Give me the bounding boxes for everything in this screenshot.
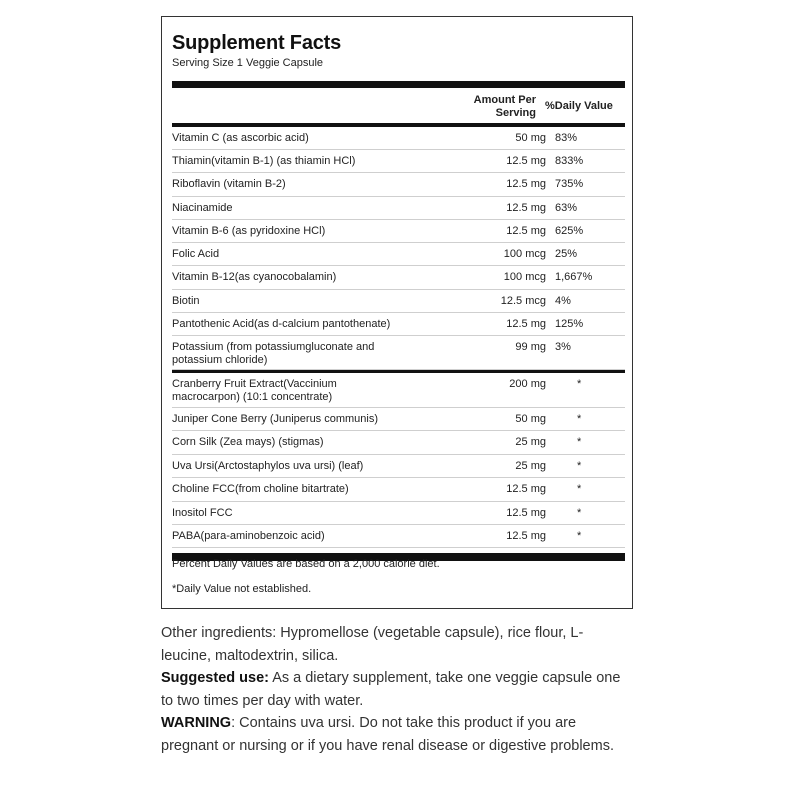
serving-size: Serving Size 1 Veggie Capsule bbox=[172, 57, 324, 69]
nutrient-amount: 100 mcg bbox=[503, 248, 546, 260]
warning-text: : Contains uva ursi. Do not take this product if you are pregnant or nursing or if you have renal disease or digestive problems. bbox=[161, 715, 614, 754]
nutrient-amount: 12.5 mg bbox=[506, 155, 546, 167]
nutrient-daily-value: * bbox=[577, 436, 582, 448]
product-details bbox=[161, 622, 631, 757]
nutrient-amount: 200 mg bbox=[509, 378, 546, 390]
suggested-use bbox=[161, 667, 631, 712]
footnote-not-established: *Daily Value not established. bbox=[172, 583, 312, 595]
nutrient-name: Vitamin B-12(as cyanocobalamin) bbox=[172, 271, 337, 283]
table-row bbox=[172, 408, 625, 431]
nutrient-name: Niacinamide bbox=[172, 202, 233, 214]
table-row bbox=[172, 336, 625, 370]
nutrient-name: Folic Acid bbox=[172, 248, 220, 260]
table-row bbox=[172, 127, 625, 150]
nutrient-amount: 12.5 mg bbox=[506, 507, 546, 519]
nutrient-name: Vitamin B-6 (as pyridoxine HCl) bbox=[172, 225, 326, 237]
nutrient-name: Uva Ursi(Arctostaphylos uva ursi) (leaf) bbox=[172, 460, 364, 472]
nutrient-daily-value: * bbox=[577, 483, 582, 495]
warning bbox=[161, 712, 631, 757]
header-daily-value: %Daily Value bbox=[545, 100, 613, 112]
nutrient-name: Inositol FCC bbox=[172, 507, 233, 519]
nutrient-daily-value: 625% bbox=[555, 225, 584, 237]
table-row bbox=[172, 455, 625, 478]
facts-title: Supplement Facts bbox=[172, 32, 342, 54]
table-row bbox=[172, 173, 625, 197]
nutrient-daily-value: 833% bbox=[555, 155, 584, 167]
nutrient-daily-value: 25% bbox=[555, 248, 578, 260]
nutrient-amount: 50 mg bbox=[515, 413, 546, 425]
nutrient-daily-value: 63% bbox=[555, 202, 578, 214]
nutrient-name: Pantothenic Acid(as d-calcium pantothenate) bbox=[172, 318, 391, 330]
nutrient-name: Riboflavin (vitamin B-2) bbox=[172, 178, 286, 190]
supplement-facts-panel bbox=[161, 16, 633, 609]
nutrient-amount: 12.5 mg bbox=[506, 318, 546, 330]
header-amount-per-serving: Amount Per Serving bbox=[473, 94, 536, 119]
table-row bbox=[172, 290, 625, 313]
table-row bbox=[172, 197, 625, 220]
table-row bbox=[172, 478, 625, 502]
suggested-use-text: As a dietary supplement, take one veggie capsule one to two times per day with water. bbox=[161, 670, 621, 709]
nutrient-daily-value: * bbox=[577, 413, 582, 425]
nutrient-daily-value: * bbox=[577, 507, 582, 519]
nutrient-amount: 25 mg bbox=[515, 460, 546, 472]
table-row bbox=[172, 525, 625, 548]
nutrient-name: Corn Silk (Zea mays) (stigmas) bbox=[172, 436, 324, 448]
nutrient-amount: 12.5 mg bbox=[506, 225, 546, 237]
table-row bbox=[172, 150, 625, 173]
nutrient-daily-value: 1,667% bbox=[555, 271, 593, 283]
suggested-use-label: Suggested use: bbox=[161, 670, 269, 686]
nutrient-amount: 12.5 mg bbox=[506, 202, 546, 214]
nutrient-name: Biotin bbox=[172, 295, 200, 307]
nutrient-daily-value: * bbox=[577, 460, 582, 472]
nutrient-daily-value: * bbox=[577, 378, 582, 390]
nutrient-name: PABA(para-aminobenzoic acid) bbox=[172, 530, 325, 542]
table-row bbox=[172, 266, 625, 290]
table-row bbox=[172, 502, 625, 525]
nutrient-daily-value: 4% bbox=[555, 295, 571, 307]
other-ingredients: Other ingredients: Hypromellose (vegetable capsule), rice flour, L-leucine, maltodextrin, silica. bbox=[161, 625, 584, 664]
nutrient-daily-value: 83% bbox=[555, 132, 578, 144]
nutrient-amount: 100 mcg bbox=[503, 271, 546, 283]
warning-label: WARNING bbox=[161, 715, 232, 731]
nutrient-daily-value: * bbox=[577, 530, 582, 542]
nutrient-amount: 99 mg bbox=[515, 341, 546, 353]
top-divider-bar bbox=[172, 81, 625, 88]
nutrient-name: Cranberry Fruit Extract(Vaccinium macrocarpon) (10:1 concentrate) bbox=[172, 378, 337, 403]
table-row bbox=[172, 220, 625, 243]
nutrient-daily-value: 735% bbox=[555, 178, 584, 190]
nutrient-name: Choline FCC(from choline bitartrate) bbox=[172, 483, 349, 495]
nutrient-amount: 25 mg bbox=[515, 436, 546, 448]
nutrient-amount: 12.5 mg bbox=[506, 530, 546, 542]
table-row bbox=[172, 431, 625, 455]
nutrient-amount: 12.5 mg bbox=[506, 178, 546, 190]
table-row bbox=[172, 243, 625, 266]
nutrient-daily-value: 125% bbox=[555, 318, 584, 330]
nutrient-name: Thiamin(vitamin B-1) (as thiamin HCl) bbox=[172, 155, 356, 167]
footnote-daily-values: Percent Daily Values are based on a 2,000 calorie diet. bbox=[172, 558, 440, 570]
nutrient-name: Vitamin C (as ascorbic acid) bbox=[172, 132, 309, 144]
table-row bbox=[172, 313, 625, 336]
nutrient-name: Potassium (from potassiumgluconate and potassium chloride) bbox=[172, 341, 375, 366]
nutrient-amount: 12.5 mcg bbox=[500, 295, 546, 307]
nutrient-amount: 12.5 mg bbox=[506, 483, 546, 495]
table-row bbox=[172, 373, 625, 408]
nutrient-amount: 50 mg bbox=[515, 132, 546, 144]
nutrient-daily-value: 3% bbox=[555, 341, 571, 353]
nutrient-name: Juniper Cone Berry (Juniperus communis) bbox=[172, 413, 379, 425]
nutrient-table bbox=[172, 127, 625, 561]
